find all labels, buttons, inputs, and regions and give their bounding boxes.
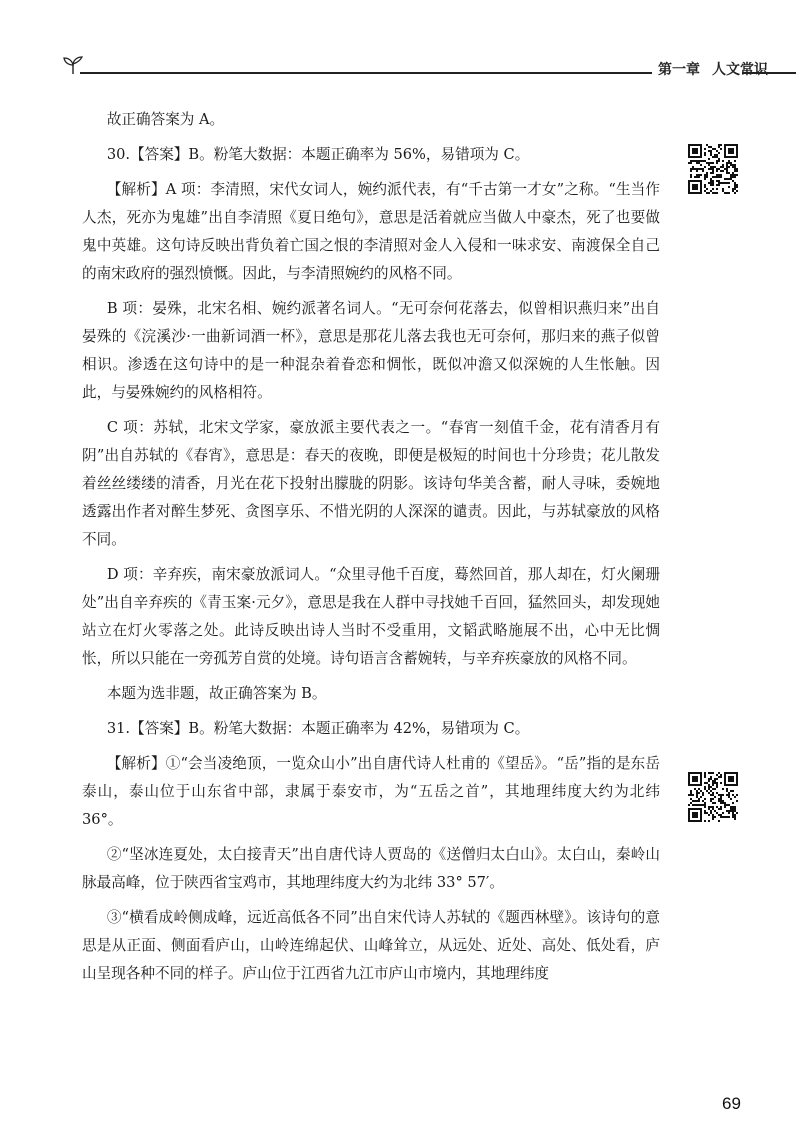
analysis-30-b: B 项：晏殊，北宋名相、婉约派著名词人。“无可奈何花落去，似曾相识燕归来”出自晏殊的《浣溪沙·一曲新词酒一杯》，意思是那花儿落去我也无可奈何，那归来的燕子似曾相识。渗透在这句诗中的是一种混杂着眷恋和惆怅，既似冲澹又似深婉的人生怅触。因此，与晏殊婉约的风格相符。: [82, 300, 660, 401]
qr-code-modules: [688, 144, 738, 194]
page-header: [62, 52, 796, 82]
page-body: [82, 106, 660, 995]
page-number: 69: [722, 1094, 741, 1113]
analysis-31-1: 【解析】①“会当凌绝顶，一览众山小”出自唐代诗人杜甫的《望岳》。“岳”指的是东岳泰山，泰山位于山东省中部，隶属于泰安市，为“五岳之首”，其地理纬度大约为北纬 36°。: [82, 755, 660, 828]
answer-31: 31.【答案】B。粉笔大数据：本题正确率为 42%，易错项为 C。: [106, 720, 530, 737]
header-rule-left: [80, 72, 652, 74]
analysis-30-c: C 项：苏轼，北宋文学家，豪放派主要代表之一。“春宵一刻值千金，花有清香月有阴”出自苏轼的《春宵》，意思是：春天的夜晚，即便是极短的时间也十分珍贵；花儿散发着丝丝缕缕的清香，月光在花下投射出朦胧的阴影。该诗句华美含蓄，耐人寻味，委婉地透露出作者对醉生梦死、贪图享乐、不惜光阴的人深深的谴责。因此，与苏轼豪放的风格不同。: [82, 419, 660, 548]
analysis-31-3: ③“横看成岭侧成峰，远近高低各不同”出自宋代诗人苏轼的《题西林壁》。该诗句的意思是从正面、侧面看庐山，山岭连绵起伏、山峰耸立，从远处、近处、高处、低处看，庐山呈现各种不同的样子。庐山位于江西省九江市庐山市境内，其地理纬度: [82, 909, 660, 982]
analysis-31-2: ②“坚冰连夏处，太白接青天”出自唐代诗人贾岛的《送僧归太白山》。太白山，秦岭山脉最高峰，位于陕西省宝鸡市，其地理纬度大约为北纬 33° 57′。: [82, 846, 660, 891]
answer-30: 30.【答案】B。粉笔大数据：本题正确率为 56%，易错项为 C。: [106, 146, 530, 163]
qr-code-icon[interactable]: [688, 772, 738, 822]
qr-code-modules: [688, 772, 738, 822]
analysis-30-a: 【解析】A 项：李清照，宋代女词人，婉约派代表，有“千古第一才女”之称。“生当作人杰，死亦为鬼雄”出自李清照《夏日绝句》，意思是活着就应当做人中豪杰，死了也要做鬼中英雄。这句诗反映出背负着亡国之恨的李清照对金人入侵和一味求安、南渡保全自己的南宋政府的强烈愤慨。因此，与李清照婉约的风格不同。: [82, 181, 660, 282]
header-rule-right: [742, 72, 796, 74]
conclusion-30: 本题为选非题，故正确答案为 B。: [106, 685, 327, 702]
analysis-30-d: D 项：辛弃疾，南宋豪放派词人。“众里寻他千百度，蓦然回首，那人却在，灯火阑珊处”出自辛弃疾的《青玉案·元夕》，意思是我在人群中寻找她千百回，猛然回头，却发现她站立在灯火零落之处。此诗反映出诗人当时不受重用，文韬武略施展不出，心中无比惆怅，所以只能在一旁孤芳自赏的处境。诗句语言含蓄婉转，与辛弃疾豪放的风格不同。: [82, 566, 660, 667]
chapter-title: [658, 59, 768, 79]
paragraph: 故正确答案为 A。: [106, 111, 225, 128]
chapter-number: 第一章: [658, 62, 700, 78]
section-title: 人文常识: [712, 62, 768, 78]
qr-code-icon[interactable]: [688, 144, 738, 194]
